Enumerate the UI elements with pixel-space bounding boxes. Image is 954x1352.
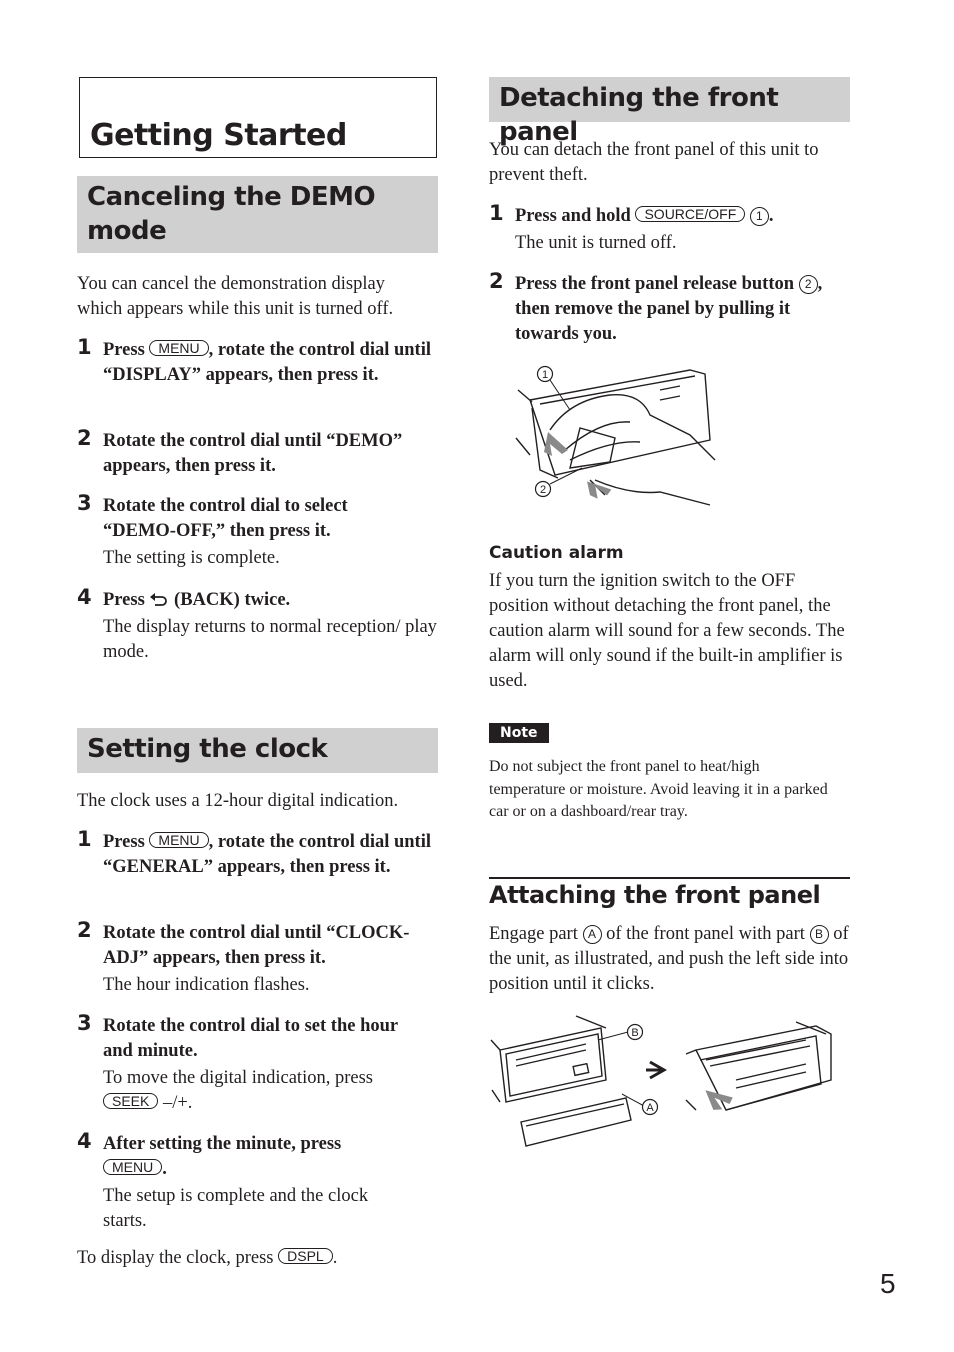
- detach-intro: You can detach the front panel of this unit to prevent theft.: [489, 140, 819, 185]
- step-note: The hour indication flashes.: [103, 975, 310, 995]
- step-body: [103, 1014, 438, 1116]
- step-body: [515, 204, 850, 256]
- step-text-b: .: [162, 1159, 167, 1179]
- step-body: [103, 588, 438, 665]
- step-number: 3: [77, 491, 92, 515]
- step-text-b: (BACK) twice.: [169, 590, 291, 610]
- detach-heading-text: Detaching the front panel: [499, 83, 779, 147]
- callout-2-icon: 2: [799, 275, 818, 294]
- callout-1-icon: 1: [750, 207, 769, 226]
- attach-text-b: of the front panel with part: [601, 924, 810, 944]
- step-text-a: Press: [103, 832, 150, 852]
- page-title-box: [79, 77, 437, 158]
- step-number: 2: [489, 269, 504, 293]
- menu-key: MENU: [149, 340, 208, 356]
- clock-outro-b: .: [332, 1248, 338, 1268]
- clock-intro: The clock uses a 12-hour digital indication.: [77, 791, 399, 811]
- step-text: [515, 204, 850, 229]
- step-note-b: –/+.: [158, 1093, 193, 1113]
- step-text: [103, 338, 438, 388]
- clock-heading: [77, 728, 438, 773]
- step-number: 2: [77, 426, 92, 450]
- step-text: [515, 272, 850, 347]
- demo-heading-text: Canceling the DEMO mode: [87, 182, 376, 246]
- step-number: 4: [77, 585, 92, 609]
- step-text-b: , rotate the control dial until “GENERAL” appears, then press it.: [103, 832, 431, 877]
- page-title: Getting Started: [90, 118, 347, 153]
- step-body: [103, 1132, 438, 1234]
- attach-illustration: [486, 1010, 838, 1155]
- step-note: The display returns to normal reception/ play mode.: [103, 617, 437, 662]
- back-arrow-icon: [149, 591, 169, 607]
- note-label: Note: [489, 723, 549, 743]
- clock-heading-text: Setting the clock: [87, 734, 328, 764]
- step-text: [103, 1132, 438, 1182]
- seek-key: SEEK: [103, 1093, 158, 1109]
- step-number: 1: [77, 827, 92, 851]
- detach-heading: [489, 77, 850, 147]
- callout-a-label: A: [646, 1102, 654, 1114]
- step-note: The setting is complete.: [103, 548, 280, 568]
- step-text: Rotate the control dial to set the hour and minute.: [103, 1016, 398, 1061]
- caution-title: Caution alarm: [489, 543, 624, 563]
- step-number: 1: [77, 335, 92, 359]
- step-text-a: Press the front panel release button: [515, 274, 799, 294]
- detach-illustration: [510, 360, 730, 510]
- step-text-a: Press and hold: [515, 206, 636, 226]
- step-text-a: After setting the minute, press: [103, 1134, 342, 1154]
- step-number: 3: [77, 1011, 92, 1035]
- attach-rule: [489, 877, 850, 879]
- step-note-a: To move the digital indication, press: [103, 1068, 373, 1088]
- step-note: [103, 1066, 438, 1116]
- demo-heading: [77, 176, 438, 253]
- clock-outro-a: To display the clock, press: [77, 1248, 279, 1268]
- menu-key: MENU: [149, 832, 208, 848]
- step-text-a: Press: [103, 590, 150, 610]
- caution-text: If you turn the ignition switch to the OFF position without detaching the front panel, the caution alarm will sound for a few seconds. The alarm will only sound if the built-in amplifier is used.: [489, 571, 845, 691]
- step-text-b: , then remove the panel by pulling it towards you.: [515, 274, 823, 344]
- attach-text-a: Engage part: [489, 924, 583, 944]
- menu-key: MENU: [103, 1159, 162, 1175]
- dspl-key: DSPL: [278, 1248, 333, 1264]
- step-text: [103, 588, 438, 613]
- attach-text: [489, 922, 850, 997]
- source-off-key: SOURCE/OFF: [635, 206, 745, 222]
- part-a-icon: A: [583, 925, 602, 944]
- step-text-b: , rotate the control dial until “DISPLAY” appears, then press it.: [103, 340, 431, 385]
- step-text: [103, 830, 438, 880]
- callout-2-label: 2: [539, 484, 547, 496]
- step-note: The unit is turned off.: [515, 233, 677, 253]
- step-number: 2: [77, 918, 92, 942]
- step-number: 1: [489, 201, 504, 225]
- callout-1-label: 1: [541, 369, 549, 381]
- note-text: Do not subject the front panel to heat/high temperature or moisture. Avoid leaving it in a parked car or on a dashboard/rear tray.: [489, 758, 828, 820]
- part-b-icon: B: [810, 925, 829, 944]
- step-body: [103, 494, 438, 571]
- step-number: 4: [77, 1129, 92, 1153]
- callout-b-label: B: [631, 1027, 639, 1039]
- step-text: Rotate the control dial until “DEMO” appears, then press it.: [103, 431, 403, 476]
- step-body: [103, 921, 438, 998]
- step-text: Rotate the control dial to select “DEMO-OFF,” then press it.: [103, 496, 348, 541]
- demo-intro: You can cancel the demonstration display which appears while this unit is turned off.: [77, 274, 394, 319]
- step-text: Rotate the control dial until “CLOCK-ADJ” appears, then press it.: [103, 923, 410, 968]
- step-text-a: Press: [103, 340, 150, 360]
- page-number: 5: [880, 1268, 896, 1299]
- step-text-b: .: [768, 206, 774, 226]
- step-note: The setup is complete and the clock starts.: [103, 1186, 369, 1231]
- attach-text-c: of the unit, as illustrated, and push the left side into position until it clicks.: [489, 924, 849, 994]
- clock-outro: [77, 1246, 438, 1271]
- attach-heading: Attaching the front panel: [489, 881, 821, 909]
